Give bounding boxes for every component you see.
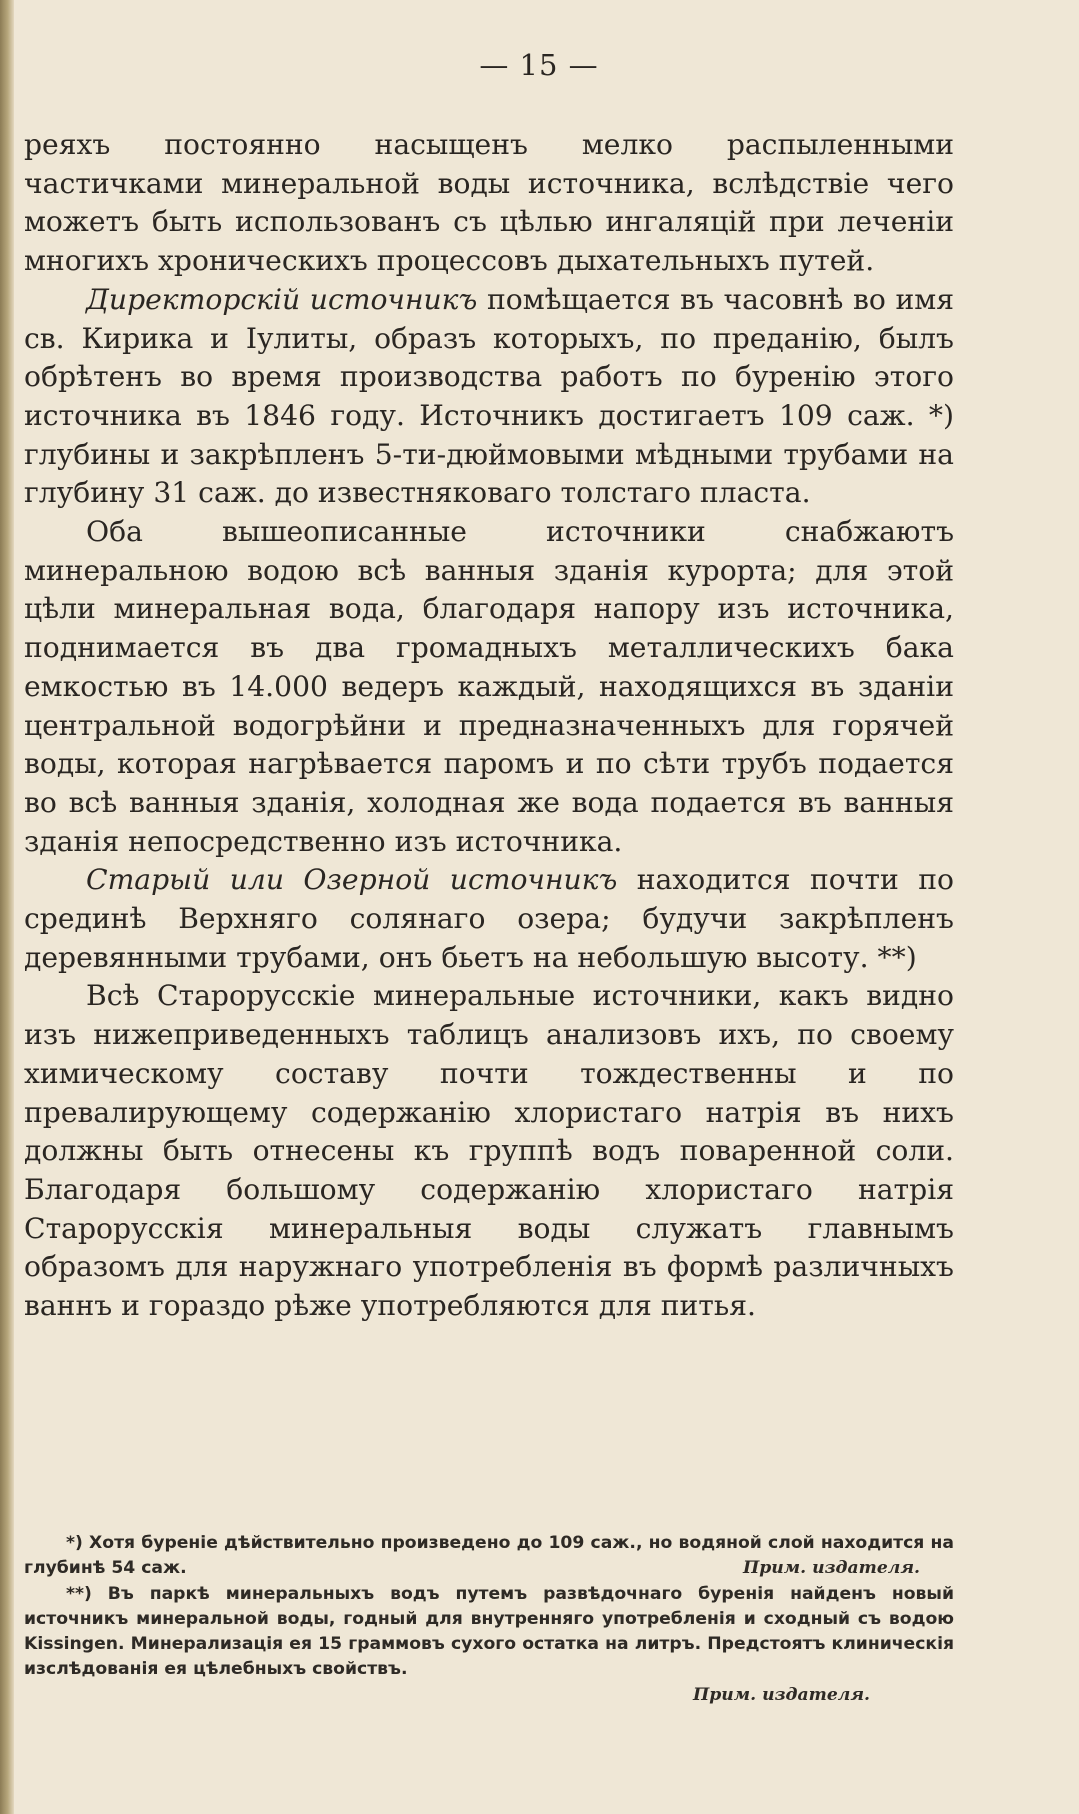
body-text	[24, 126, 954, 1326]
footnote-1-text: *) Хотя буреніе дѣйствительно произведено до 109 саж., но водяной слой находится на глубинѣ 54 саж.	[24, 1533, 954, 1579]
footnote-2: **) Въ паркѣ минеральныхъ водъ путемъ развѣдочнаго буренія найденъ новый источникъ минеральной воды, годный для внутренняго употребленія и сходный съ водою Kissingen. Минерализація ея 15 граммовъ сухого остатка на литръ. Предстоятъ клиническія изслѣдованія ея цѣлебныхъ свойствъ.	[24, 1583, 954, 1680]
page-number: — 15 —	[479, 48, 599, 82]
paragraph-4-title: Старый или Озерной источникъ	[86, 863, 618, 897]
footnote-1	[24, 1531, 954, 1582]
document-page	[22, 0, 1056, 1814]
footnote-2-signature: Прим. издателя.	[693, 1684, 870, 1705]
paragraph-2-title: Директорскій источникъ	[86, 282, 478, 316]
footnote-1-signature: Прим. издателя.	[743, 1558, 920, 1579]
paragraph-2-text: помѣщается въ часовнѣ во имя св. Кирика и Іулиты, образъ которыхъ, по преданію, былъ обрѣтенъ во время производства работъ по буренію этого источника въ 1846 году. Источникъ достигаетъ 109 саж. *) глубины и закрѣпленъ 5-ти-дюймовыми мѣдными трубами на глубину 31 саж. до известняковаго толстаго пласта.	[24, 282, 954, 510]
paragraph-2	[24, 281, 954, 513]
paragraph-4-text: находится почти по срединѣ Верхняго солянаго озера; будучи закрѣпленъ деревянными трубами, онъ бьетъ на небольшую высоту. **)	[24, 863, 954, 974]
footnotes	[24, 1531, 954, 1708]
book-binding-edge	[0, 0, 14, 1814]
paragraph-3: Оба вышеописанные источники снабжаютъ минеральною водою всѣ ванныя зданія курорта; для этой цѣли минеральная вода, благодаря напору изъ источника, поднимается въ два громадныхъ металлическихъ бака емкостью въ 14.000 ведеръ каждый, находящихся въ зданіи центральной водогрѣйни и предназначенныхъ для горячей воды, которая нагрѣвается паромъ и по сѣти трубъ подается во всѣ ванныя зданія, холодная же вода подается въ ванныя зданія непосредственно изъ источника.	[24, 515, 954, 858]
paragraph-5: Всѣ Старорусскіе минеральные источники, какъ видно изъ нижеприведенныхъ таблицъ анализовъ ихъ, по своему химическому составу почти тождественны и по превалирующему содержанію хлористаго натрія въ нихъ должны быть отнесены къ группѣ водъ поваренной соли. Благодаря большому содержанію хлористаго натрія Старорусскія минеральныя воды служатъ главнымъ образомъ для наружнаго употребленія въ формѣ различныхъ ваннъ и гораздо рѣже употребляются для питья.	[24, 979, 954, 1323]
paragraph-1: реяхъ постоянно насыщенъ мелко распыленными частичками минеральной воды источника, вслѣдствіе чего можетъ быть использованъ съ цѣлью ингаляцій при леченіи многихъ хроническихъ процессовъ дыхательныхъ путей.	[24, 128, 954, 278]
paragraph-4	[24, 861, 954, 977]
